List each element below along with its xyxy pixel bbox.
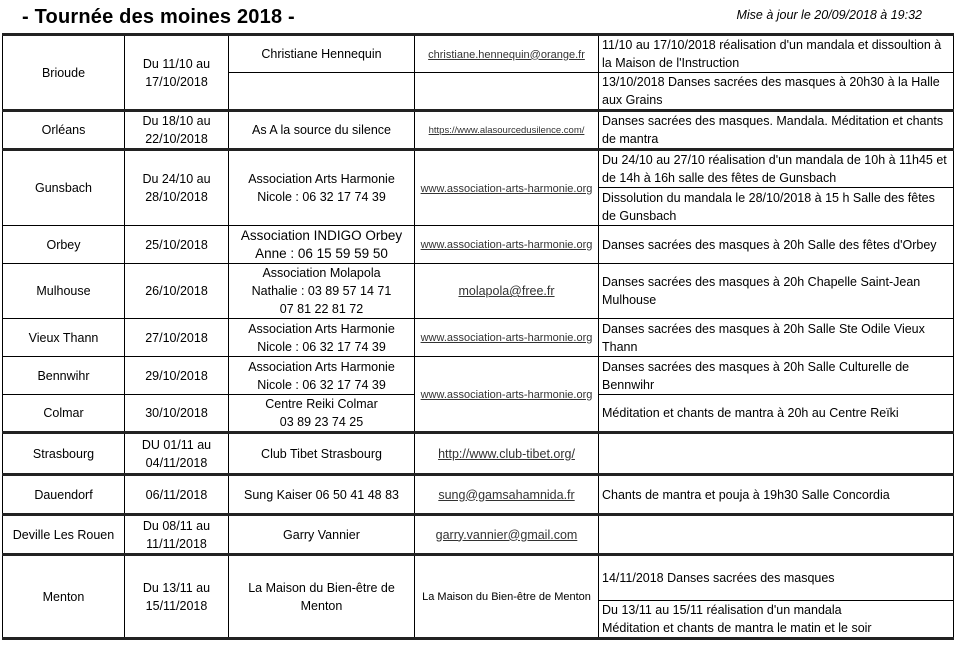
- date-cell: Du 11/10 au 17/10/2018: [125, 35, 229, 111]
- description-cell: Danses sacrées des masques à 20h Salle Ste Odile Vieux Thann: [599, 319, 954, 357]
- web-link[interactable]: christiane.hennequin@orange.fr: [415, 35, 599, 73]
- description-cell: Dissolution du mandala le 28/10/2018 à 15 h Salle des fêtes de Gunsbach: [599, 188, 954, 226]
- web-link[interactable]: www.association-arts-harmonie.org: [415, 357, 599, 433]
- city-cell: Deville Les Rouen: [3, 515, 125, 555]
- description-cell: Danses sacrées des masques. Mandala. Méditation et chants de mantra: [599, 111, 954, 150]
- description-cell: 13/10/2018 Danses sacrées des masques à 20h30 à la Halle aux Grains: [599, 73, 954, 111]
- contact-cell: Garry Vannier: [229, 515, 415, 555]
- web-link[interactable]: garry.vannier@gmail.com: [415, 515, 599, 555]
- web-link[interactable]: www.association-arts-harmonie.org: [415, 319, 599, 357]
- date-cell: Du 18/10 au 22/10/2018: [125, 111, 229, 150]
- date-cell: 25/10/2018: [125, 226, 229, 264]
- city-cell: Gunsbach: [3, 150, 125, 226]
- city-cell: Orléans: [3, 111, 125, 150]
- table-row: [3, 150, 954, 188]
- city-cell: Colmar: [3, 395, 125, 433]
- description-cell: Du 13/11 au 15/11 réalisation d'un mandala Méditation et chants de mantra le matin et le soir: [599, 601, 954, 639]
- table-row: [3, 226, 954, 264]
- web-link[interactable]: http://www.club-tibet.org/: [415, 433, 599, 475]
- contact-cell: La Maison du Bien-être de Menton: [229, 555, 415, 639]
- contact-cell: Association Arts Harmonie Nicole : 06 32 17 74 39: [229, 150, 415, 226]
- table-row: [3, 555, 954, 601]
- page-title: - Tournée des moines 2018 -: [22, 6, 295, 28]
- table-row: [3, 264, 954, 319]
- web-link[interactable]: www.association-arts-harmonie.org: [415, 150, 599, 226]
- web-link[interactable]: www.association-arts-harmonie.org: [415, 226, 599, 264]
- date-cell: 29/10/2018: [125, 357, 229, 395]
- web-cell-empty: [415, 73, 599, 111]
- contact-cell-empty: [229, 73, 415, 111]
- web-link[interactable]: https://www.alasourcedusilence.com/: [415, 111, 599, 150]
- contact-cell: Sung Kaiser 06 50 41 48 83: [229, 475, 415, 515]
- contact-cell: Association INDIGO Orbey Anne : 06 15 59 59 50: [229, 226, 415, 264]
- table-row: [3, 433, 954, 475]
- table-row: [3, 35, 954, 73]
- date-cell: DU 01/11 au 04/11/2018: [125, 433, 229, 475]
- description-cell: Danses sacrées des masques à 20h Salle des fêtes d'Orbey: [599, 226, 954, 264]
- contact-cell: Association Arts Harmonie Nicole : 06 32 17 74 39: [229, 357, 415, 395]
- table-row: [3, 515, 954, 555]
- contact-cell: Christiane Hennequin: [229, 35, 415, 73]
- city-cell: Brioude: [3, 35, 125, 111]
- contact-cell: Association Arts Harmonie Nicole : 06 32 17 74 39: [229, 319, 415, 357]
- date-cell: 06/11/2018: [125, 475, 229, 515]
- contact-cell: Centre Reiki Colmar 03 89 23 74 25: [229, 395, 415, 433]
- city-cell: Dauendorf: [3, 475, 125, 515]
- contact-cell: As A la source du silence: [229, 111, 415, 150]
- description-cell: Méditation et chants de mantra à 20h au Centre Reïki: [599, 395, 954, 433]
- date-cell: 26/10/2018: [125, 264, 229, 319]
- city-cell: Orbey: [3, 226, 125, 264]
- description-cell: 11/10 au 17/10/2018 réalisation d'un mandala et dissoultion à la Maison de l'Instruction: [599, 35, 954, 73]
- date-cell: 27/10/2018: [125, 319, 229, 357]
- update-timestamp: Mise à jour le 20/09/2018 à 19:32: [736, 8, 922, 22]
- web-cell: La Maison du Bien-être de Menton: [415, 555, 599, 639]
- city-cell: Strasbourg: [3, 433, 125, 475]
- web-link[interactable]: molapola@free.fr: [415, 264, 599, 319]
- city-cell: Vieux Thann: [3, 319, 125, 357]
- table-row: [3, 111, 954, 150]
- city-cell: Mulhouse: [3, 264, 125, 319]
- table-row: [3, 475, 954, 515]
- city-cell: Menton: [3, 555, 125, 639]
- description-cell: [599, 515, 954, 555]
- table-row: [3, 319, 954, 357]
- table-row: [3, 357, 954, 395]
- description-cell: [599, 433, 954, 475]
- city-cell: Bennwihr: [3, 357, 125, 395]
- tour-schedule-table: [2, 33, 954, 640]
- date-cell: 30/10/2018: [125, 395, 229, 433]
- date-cell: Du 13/11 au 15/11/2018: [125, 555, 229, 639]
- date-cell: Du 08/11 au 11/11/2018: [125, 515, 229, 555]
- description-cell: Chants de mantra et pouja à 19h30 Salle Concordia: [599, 475, 954, 515]
- contact-cell: Association Molapola Nathalie : 03 89 57 14 71 07 81 22 81 72: [229, 264, 415, 319]
- contact-cell: Club Tibet Strasbourg: [229, 433, 415, 475]
- date-cell: Du 24/10 au 28/10/2018: [125, 150, 229, 226]
- description-cell: Danses sacrées des masques à 20h Chapelle Saint-Jean Mulhouse: [599, 264, 954, 319]
- description-cell: 14/11/2018 Danses sacrées des masques: [599, 555, 954, 601]
- description-cell: Du 24/10 au 27/10 réalisation d'un mandala de 10h à 11h45 et de 14h à 16h salle des fêtes de Gunsbach: [599, 150, 954, 188]
- description-cell: Danses sacrées des masques à 20h Salle Culturelle de Bennwihr: [599, 357, 954, 395]
- web-link[interactable]: sung@gamsahamnida.fr: [415, 475, 599, 515]
